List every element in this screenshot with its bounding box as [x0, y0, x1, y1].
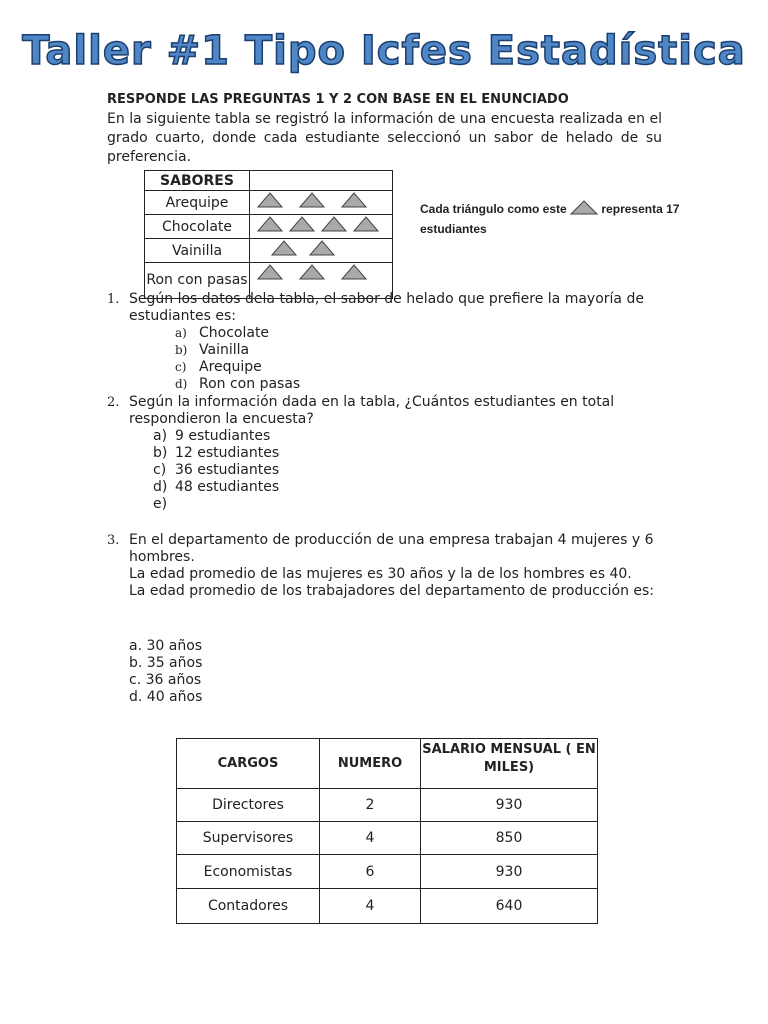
table-cell: 930 — [421, 855, 598, 889]
triangle-row — [250, 239, 392, 258]
triangle-row — [250, 215, 392, 234]
table-row — [177, 855, 598, 889]
question-number: 3. — [107, 533, 120, 548]
question-line: La edad promedio de las mujeres es 30 años y la de los hombres es 40. — [129, 566, 632, 582]
option: b. 35 años — [129, 655, 203, 671]
option: a) Chocolate — [175, 325, 270, 341]
question-text: Según los datos dela tabla, el sabor de helado que prefiere la mayoría de estudiantes es: — [129, 291, 644, 324]
table-cell: 2 — [320, 789, 421, 822]
question-text — [129, 532, 659, 600]
question-2 — [107, 394, 667, 514]
triangle-icon — [310, 241, 334, 255]
column-header: NUMERO — [320, 739, 421, 789]
section-heading: RESPONDE LAS PREGUNTAS 1 Y 2 CON BASE EN EL ENUNCIADO — [107, 92, 569, 107]
triangle-icon — [342, 265, 366, 279]
column-header: SALARIO MENSUAL ( EN MILES) — [421, 739, 598, 789]
triangle-icon — [300, 265, 324, 279]
options-list — [153, 428, 279, 513]
option: d) Ron con pasas — [175, 376, 301, 392]
question-number: 1. — [107, 292, 120, 307]
table-cell: Economistas — [177, 855, 320, 889]
flavor-label: Chocolate — [145, 215, 250, 239]
table-row — [177, 789, 598, 822]
question-number: 2. — [107, 395, 120, 410]
table-row — [177, 889, 598, 924]
option: c. 36 años — [129, 672, 202, 688]
table-cell: 6 — [320, 855, 421, 889]
question-line: La edad promedio de los trabajadores del departamento de producción es: — [129, 583, 655, 599]
triangle-icon — [258, 193, 282, 207]
legend-text-before: Cada triángulo como este — [420, 202, 567, 216]
question-3 — [107, 532, 667, 712]
question-line: En el departamento de producción de una empresa trabajan 4 mujeres y 6 hombres. — [129, 532, 654, 565]
column-header: CARGOS — [177, 739, 320, 789]
legend-triangle-icon — [570, 199, 598, 215]
table-cell: 4 — [320, 822, 421, 855]
triangle-icon — [342, 193, 366, 207]
table-cell: 850 — [421, 822, 598, 855]
triangle-icon — [290, 217, 314, 231]
salary-table — [176, 738, 598, 924]
option: c) Arequipe — [175, 359, 262, 375]
table-cell: 4 — [320, 889, 421, 924]
options-list — [175, 325, 300, 393]
triangle-icon — [300, 193, 324, 207]
table-cell: Supervisores — [177, 822, 320, 855]
option: a) 9 estudiantes — [153, 428, 271, 444]
flavor-pictogram-table — [144, 170, 393, 299]
question-1 — [107, 291, 667, 391]
triangle-row — [250, 263, 392, 282]
options-list — [129, 638, 202, 706]
table-cell: Directores — [177, 789, 320, 822]
flavor-label: Arequipe — [145, 191, 250, 215]
page-title: Taller #1 Tipo Icfes Estadística — [22, 28, 746, 74]
triangle-icon — [354, 217, 378, 231]
triangle-icon — [258, 217, 282, 231]
table-row — [177, 822, 598, 855]
option: d. 40 años — [129, 689, 203, 705]
table-cell: 640 — [421, 889, 598, 924]
legend-note — [420, 199, 690, 239]
table-cell: Contadores — [177, 889, 320, 924]
table-cell: 930 — [421, 789, 598, 822]
option: e) — [153, 496, 168, 512]
flavor-label: Vainilla — [145, 239, 250, 263]
pictogram-header: SABORES — [145, 171, 250, 191]
option: c) 36 estudiantes — [153, 462, 280, 478]
intro-paragraph: En la siguiente tabla se registró la información de una encuesta realizada en el grado cuarto, donde cada estudiante seleccionó un sabor de helado de su preferencia. — [107, 111, 662, 165]
legend-text-after: representa 17 estudiantes — [420, 202, 680, 236]
option: b) 12 estudiantes — [153, 445, 280, 461]
triangle-icon — [272, 241, 296, 255]
question-text: Según la información dada en la tabla, ¿Cuántos estudiantes en total respondieron la encuesta? — [129, 394, 615, 427]
option: b) Vainilla — [175, 342, 250, 358]
triangle-row — [250, 191, 392, 210]
flavor-label: Ron con pasas — [145, 263, 250, 299]
triangle-icon — [258, 265, 282, 279]
triangle-icon — [322, 217, 346, 231]
option: d) 48 estudiantes — [153, 479, 280, 495]
option: a. 30 años — [129, 638, 203, 654]
